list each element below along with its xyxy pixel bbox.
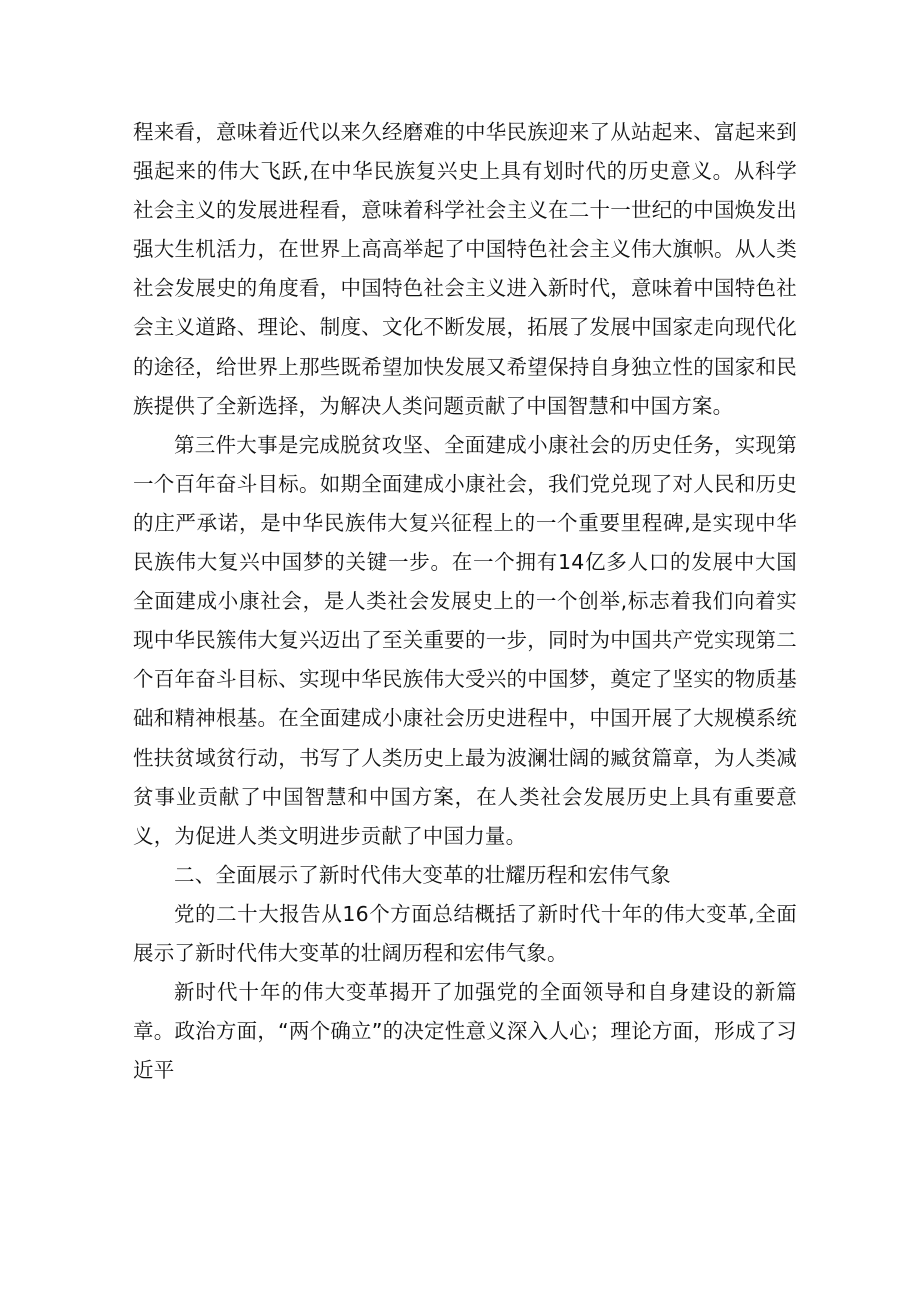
- paragraph-third-major-event: 第三件大事是完成脱贫攻坚、全面建成小康社会的历史任务，实现第一个百年奋斗目标。如期全面建成小康社会，我们党兑现了对人民和历史的庄严承诺，是中华民族伟大复兴征程上的一个重要里程碑,是实现中华民族伟大复兴中国梦的关键一步。在一个拥有14亿多人口的发展中大国全面建成小康社会，是人类社会发展史上的一个创举,标志着我们向着实现中华民簇伟大复兴迈出了至关重要的一步，同时为中国共产党实现第二个百年奋斗目标、实现中华民族伟大受兴的中国梦，奠定了坚实的物质基础和精神根基。在全面建成小康社会历史进程中，中国开展了大规模系统性扶贫域贫行动，书写了人类历史上最为波澜壮阔的臧贫篇章，为人类减贫事业贡献了中国智慧和中国方案，在人类社会发展历史上具有重要意义，为促进人类文明进步贡献了中国力量。: [133, 432, 797, 848]
- section-heading-two: 二、全面展示了新时代伟大变革的壮耀历程和宏伟气象: [174, 862, 671, 887]
- paragraph-report-summary: 党的二十大报告从16个方面总结概括了新时代十年的伟大变革,全面展示了新时代伟大变革的壮阔历程和宏伟气象。: [133, 901, 797, 965]
- paragraph-decade-transformation: 新时代十年的伟大变革揭开了加强党的全面领导和自身建设的新篇章。政治方面，“两个确立”的决定性意义深入人心；理论方面，形成了习近平: [133, 980, 797, 1083]
- document-body: [133, 113, 797, 1090]
- paragraph-continuation: 程来看，意味着近代以来久经磨难的中华民族迎来了从站起来、富起来到强起来的伟大飞跃,在中华民族复兴史上具有划时代的历史意义。从科学社会主义的发展进程看，意味着科学社会主义在二十一世纪的中国焕发出强大生机活力，在世界上高高举起了中国特色社会主义伟大旗帜。从人类社会发展史的角度看，中国特色社会主义进入新时代，意味着中国特色社会主义道路、理论、制度、文化不断发展，拓展了发展中国家走向现代化的途径，给世界上那些既希望加快发展又希望保持自身独立性的国家和民族提供了全新选择，为解决人类问题贡献了中国智慧和中国方案。: [133, 120, 797, 418]
